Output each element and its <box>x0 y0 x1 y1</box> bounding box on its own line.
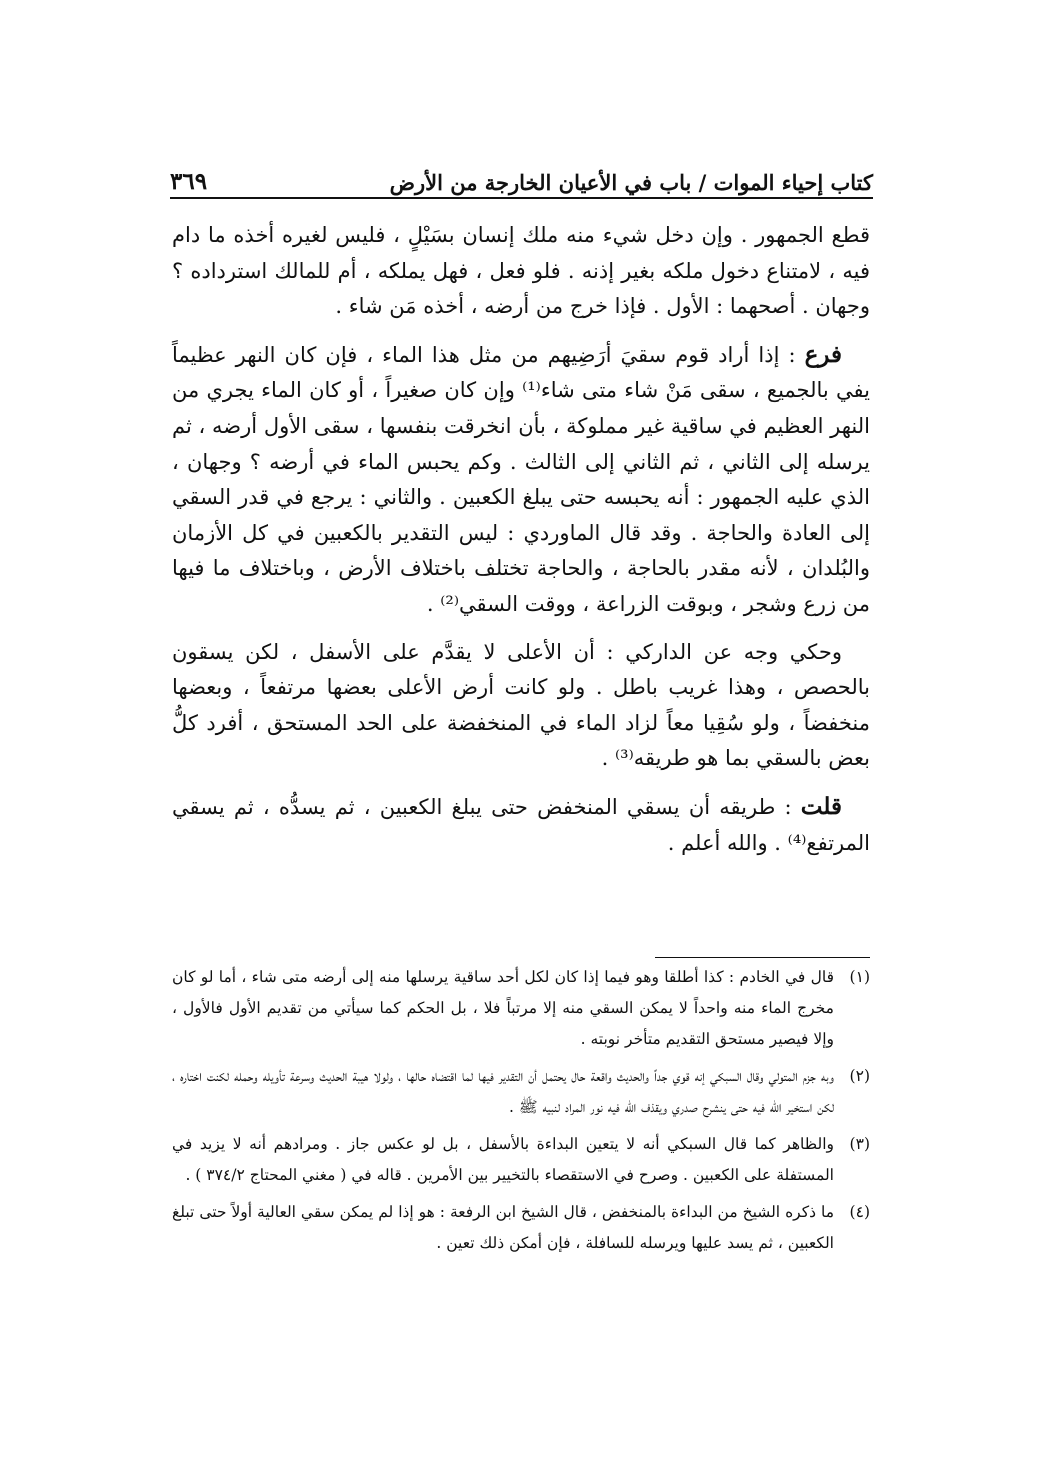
paragraph-2-keyword: فرع <box>804 340 842 368</box>
page-number: ٣٦٩ <box>170 168 208 195</box>
header-title: كتاب إحياء الموات / باب في الأعيان الخارجة من الأرض <box>389 170 873 195</box>
footnote-number: (٤) <box>849 1203 870 1221</box>
footnote-number: (٢) <box>849 1067 870 1085</box>
main-text <box>172 218 870 873</box>
footnote-3 <box>172 1129 870 1191</box>
running-header <box>170 155 873 195</box>
paragraph-4-text: : طريقه أن يسقي المنخفض حتى يبلغ الكعبين ، ثم يسدُّه ، ثم يسقي المرتفع⁽⁴⁾ . والله أعلم . <box>172 794 870 855</box>
header-rule <box>170 197 873 199</box>
footnote-2 <box>172 1061 870 1123</box>
footnote-text: ما ذكره الشيخ من البداءة بالمنخفض ، قال الشيخ ابن الرفعة : هو إذا لم يمكن سقي العالية أولاً حتى تبلغ الكعبين ، ثم يسد عليها ويرسله للسافلة ، فإن أمكن ذلك تعين . <box>172 1203 834 1252</box>
paragraph-2 <box>172 337 870 623</box>
footnote-text: وبه جزم المتولي وقال السبكي إنه قوي جداً والحديث واقعة حال يحتمل أن التقدير فيها لما اقتضاه حالها ، ولولا هيبة الحديث وسرعة تأويله وحمله لكنت اختاره ، لكن استخير الله فيه حتى ينشرح صدري ويقذف الله فيه نور المراد لنبيه ﷺ . <box>172 1067 834 1116</box>
footnote-number: (١) <box>849 968 870 986</box>
footnote-rule <box>655 957 870 958</box>
paragraph-1: قطع الجمهور . وإن دخل شيء منه ملك إنسان بسَيْلٍ ، فليس لغيره أخذه ما دام فيه ، لامتناع دخول ملكه بغير إذنه . فلو فعل ، فهل يملكه ، أم للمالك استرداده ؟ وجهان . أصحهما : الأول . فإذا خرج من أرضه ، أخذه مَن شاء . <box>172 223 870 319</box>
footnote-text: قال في الخادم : كذا أطلقا وهو فيما إذا كان لكل أحد ساقية يرسلها منه إلى أرضه متى شاء ، أما لو كان مخرج الماء منه واحداً لا يمكن السقي منه إلا مرتباً فلا ، بل الحكم كما سيأتي من تقديم الأول فالأول ، وإلا فيصير مستحق التقديم متأخر نوبته . <box>172 968 834 1048</box>
paragraph-4 <box>172 789 870 861</box>
footnote-number: (٣) <box>849 1135 870 1153</box>
paragraph-4-keyword: قلت <box>800 792 842 820</box>
paragraph-3: وحكي وجه عن الداركي : أن الأعلى لا يقدَّم على الأسفل ، لكن يسقون بالحصص ، وهذا غريب باطل . ولو كانت أرض الأعلى بعضها مرتفعاً ، وبعضها منخفضاً ، ولو سُقِيا معاً لزاد الماء في المنخفضة على الحد المستحق ، أفرد كلُّ بعض بالسقي بما هو طريقه⁽³⁾ . <box>172 639 870 771</box>
footnote-1 <box>172 962 870 1055</box>
footnotes <box>172 962 870 1265</box>
paragraph-2-text: : إذا أراد قوم سقيَ أرَضِيهم من مثل هذا الماء ، فإن كان النهر عظيماً يفي بالجميع ، سقى مَنْ شاء متى شاء⁽¹⁾ وإن كان صغيراً ، أو كان الماء يجري من النهر العظيم في ساقية غير مملوكة ، بأن انخرقت بنفسها ، سقى الأول أرضه ، ثم يرسله إلى الثاني ، ثم الثاني إلى الثالث . وكم يحبس الماء في أرضه ؟ وجهان ، الذي عليه الجمهور : أنه يحبسه حتى يبلغ الكعبين . والثاني : يرجع في قدر السقي إلى العادة والحاجة . وقد قال الماوردي : ليس التقدير بالكعبين في كل الأزمان والبُلدان ، لأنه مقدر بالحاجة ، والحاجة تختلف باختلاف الأرض ، وباختلاف ما فيها من زرع وشجر ، وبوقت الزراعة ، ووقت السقي⁽²⁾ . <box>172 342 870 616</box>
footnote-text: والظاهر كما قال السبكي أنه لا يتعين البداءة بالأسفل ، بل لو عكس جاز . ومرادهم أنه لا يزيد في المستفلة على الكعبين . وصرح في الاستقصاء بالتخيير بين الأمرين . قاله في ( مغني المحتاج ٣٧٤/٢ ) . <box>172 1135 834 1184</box>
footnote-4 <box>172 1197 870 1259</box>
